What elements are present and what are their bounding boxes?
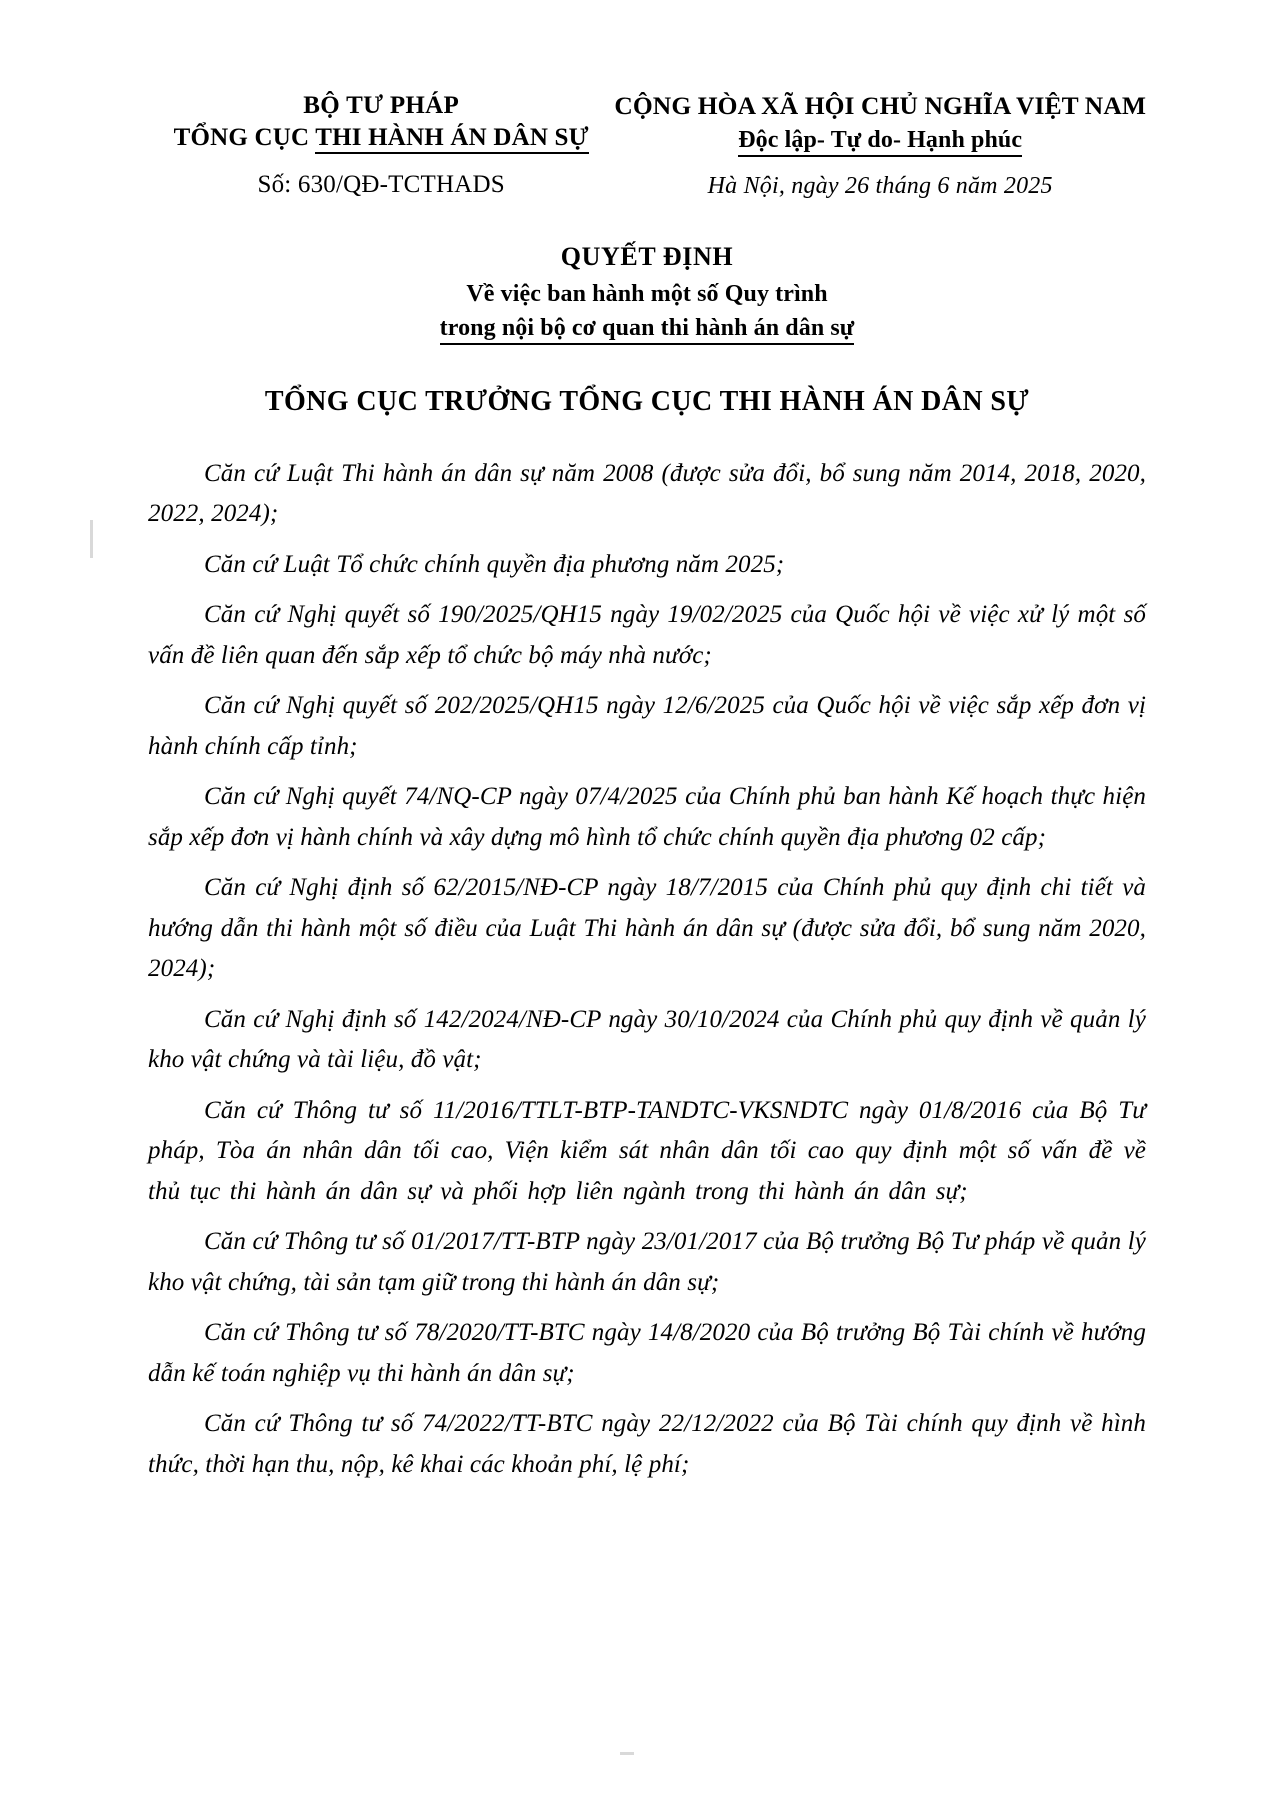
- national-motto-text: Độc lập- Tự do- Hạnh phúc: [738, 127, 1022, 157]
- department-name: [148, 122, 614, 154]
- legal-basis-paragraph: Căn cứ Nghị quyết số 190/2025/QH15 ngày 19/02/2025 của Quốc hội về việc xử lý một số vấn đề liên quan đến sắp xếp tổ chức bộ máy nhà nước;: [148, 601, 1146, 669]
- legal-basis-paragraph: Căn cứ Luật Thi hành án dân sự năm 2008 (được sửa đổi, bổ sung năm 2014, 2018, 2020, 2022, 2024);: [148, 459, 1146, 528]
- document-subtitle-line-2: [148, 315, 1146, 342]
- department-name-underlined: THI HÀNH ÁN DÂN SỰ: [315, 124, 589, 154]
- legal-basis-paragraph: Căn cứ Luật Tổ chức chính quyền địa phương năm 2025;: [204, 550, 785, 578]
- legal-basis-paragraph: Căn cứ Nghị định số 62/2015/NĐ-CP ngày 18/7/2015 của Chính phủ quy định chi tiết và hướng dẫn thi hành một số điều của Luật Thi hành án dân sự (được sửa đổi, bổ sung năm 2020, 2024);: [148, 874, 1146, 983]
- scan-artifact: [90, 520, 93, 558]
- ministry-name: BỘ TƯ PHÁP: [303, 92, 460, 119]
- country-name: CỘNG HÒA XÃ HỘI CHỦ NGHĨA VIỆT NAM: [614, 91, 1146, 120]
- document-number: Số: 630/QĐ-TCTHADS: [257, 171, 505, 198]
- legal-basis-paragraph: Căn cứ Nghị quyết số 202/2025/QH15 ngày 12/6/2025 của Quốc hội về việc sắp xếp đơn vị hành chính cấp tỉnh;: [148, 692, 1146, 760]
- legal-basis-paragraph: Căn cứ Thông tư số 01/2017/TT-BTP ngày 23/01/2017 của Bộ trưởng Bộ Tư pháp về quản lý kho vật chứng, tài sản tạm giữ trong thi hành án dân sự;: [148, 1228, 1146, 1296]
- issuing-authority-title: TỔNG CỤC TRƯỞNG TỔNG CỤC THI HÀNH ÁN DÂN SỰ: [264, 385, 1030, 417]
- legal-basis-paragraph: Căn cứ Nghị định số 142/2024/NĐ-CP ngày 30/10/2024 của Chính phủ quy định về quản lý kho vật chứng và tài liệu, đồ vật;: [148, 1005, 1146, 1074]
- document-header: [148, 78, 1146, 200]
- national-heading: [614, 78, 1146, 200]
- place-and-date: Hà Nội, ngày 26 tháng 6 năm 2025: [707, 172, 1053, 199]
- document-subtitle-line-2-text: trong nội bộ cơ quan thi hành án dân sự: [440, 315, 855, 345]
- department-name-prefix: TỔNG CỤC: [173, 124, 316, 151]
- legal-basis-paragraph: Căn cứ Thông tư số 74/2022/TT-BTC ngày 22/12/2022 của Bộ Tài chính quy định về hình thức, thời hạn thu, nộp, kê khai các khoản phí, lệ phí;: [148, 1410, 1146, 1478]
- title-block: [148, 242, 1146, 342]
- national-motto: [614, 127, 1146, 154]
- document-type-title: QUYẾT ĐỊNH: [560, 241, 734, 271]
- legal-basis-paragraph: Căn cứ Nghị quyết 74/NQ-CP ngày 07/4/2025 của Chính phủ ban hành Kế hoạch thực hiện sắp xếp đơn vị hành chính và xây dựng mô hình tổ chức chính quyền địa phương 02 cấp;: [148, 783, 1146, 851]
- legal-basis-paragraph: Căn cứ Thông tư số 11/2016/TTLT-BTP-TANDTC-VKSNDTC ngày 01/8/2016 của Bộ Tư pháp, Tòa án nhân dân tối cao, Viện kiểm sát nhân dân tối cao quy định một số vấn đề về thủ tục thi hành án dân sự và phối hợp liên ngành trong thi hành án dân sự;: [148, 1096, 1146, 1205]
- document-subtitle-line-1: Về việc ban hành một số Quy trình: [466, 280, 828, 307]
- scan-artifact: [620, 1752, 634, 1755]
- legal-basis-paragraph: Căn cứ Thông tư số 78/2020/TT-BTC ngày 14/8/2020 của Bộ trưởng Bộ Tài chính về hướng dẫn kế toán nghiệp vụ thi hành án dân sự;: [148, 1319, 1146, 1387]
- document-body: [148, 454, 1146, 1486]
- issuing-organization: [148, 78, 614, 199]
